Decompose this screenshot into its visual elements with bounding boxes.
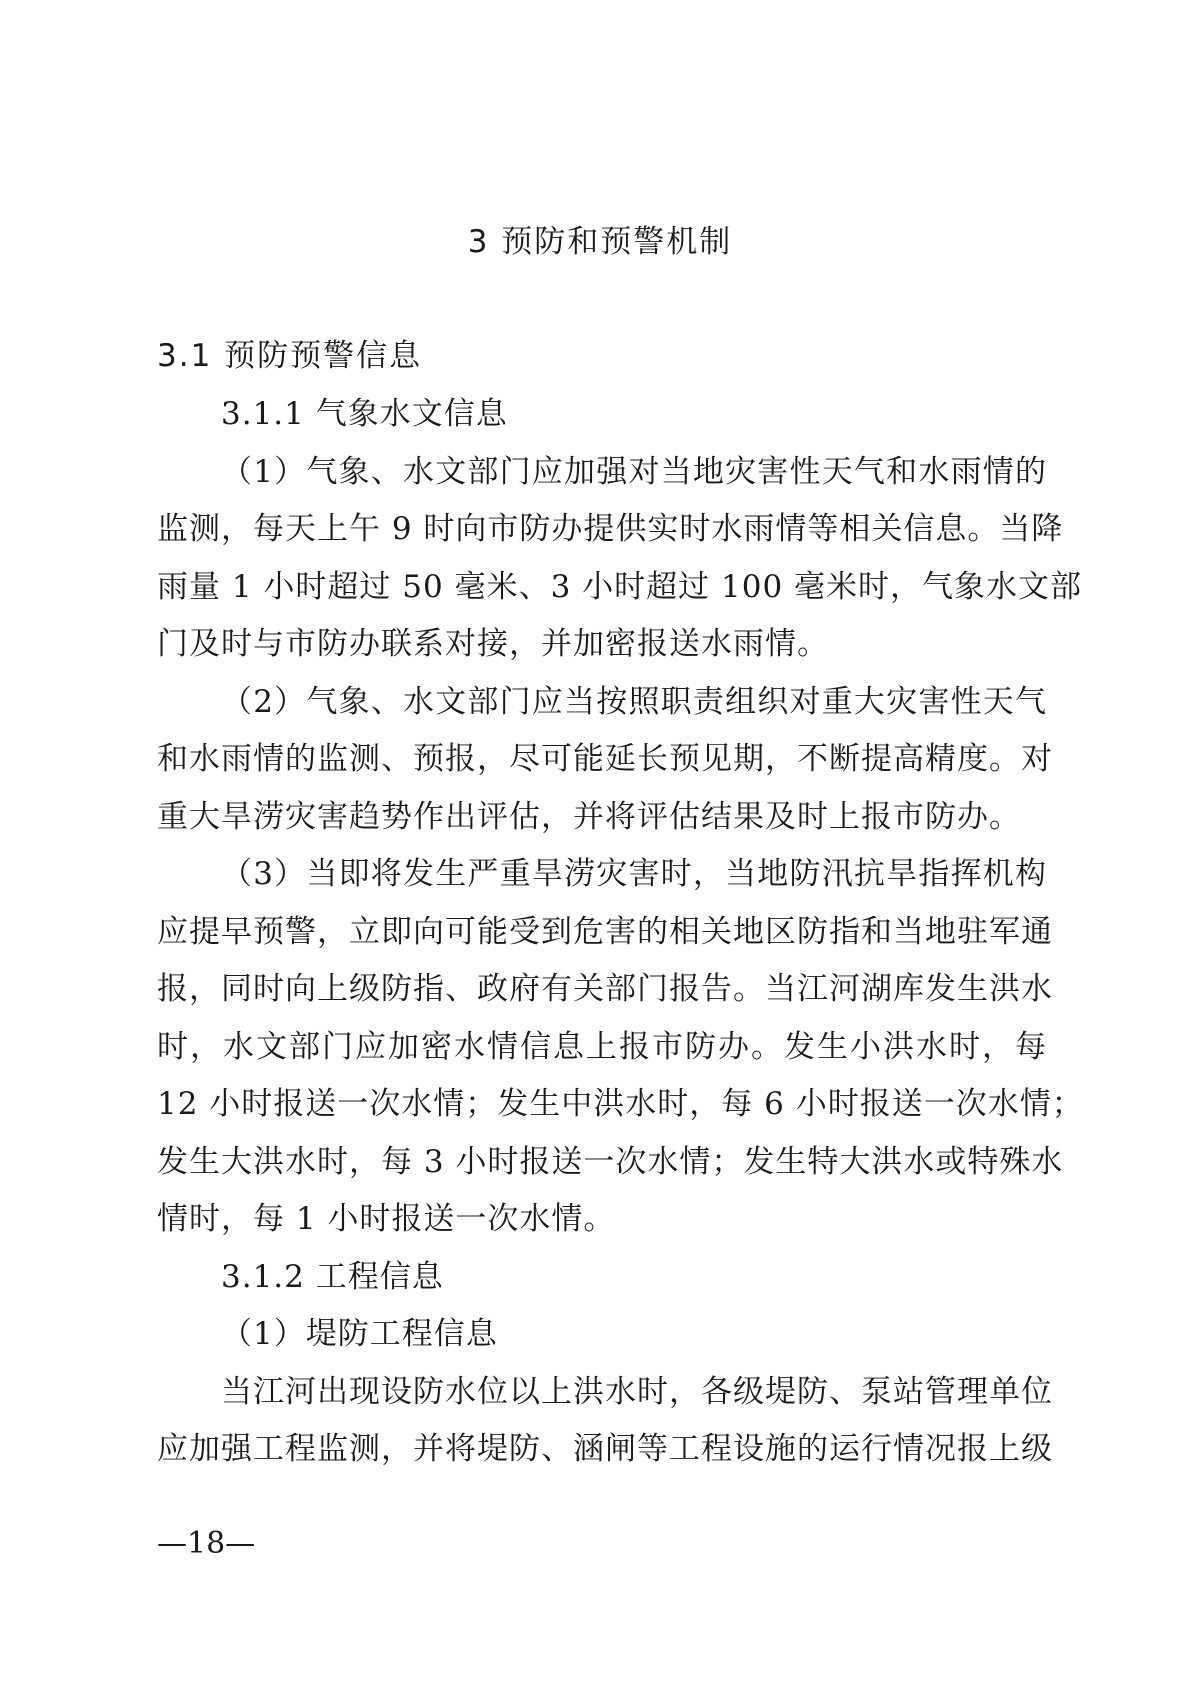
paragraph-line: 重大旱涝灾害趋势作出评估，并将评估结果及时上报市防办。 [157,798,1021,835]
paragraph-line: 雨量 1 小时超过 50 毫米、3 小时超过 100 毫米时，气象水文部 [157,568,1083,605]
paragraph-line: 和水雨情的监测、预报，尽可能延长预见期，不断提高精度。对 [157,741,1053,777]
subsection-heading-weather-hydrology: 3.1.1 气象水文信息 [221,396,508,432]
paragraph-line: 情时，每 1 小时报送一次水情。 [157,1201,616,1237]
paragraph-line: 发生大洪水时，每 3 小时报送一次水情；发生特大洪水或特殊水 [157,1143,1064,1180]
paragraph-3 [157,846,1084,1249]
subsection-heading-engineering: 3.1.2 工程信息 [221,1258,444,1295]
paragraph-line: 监测，每天上午 9 时向市防办提供实时水雨情等相关信息。当降 [157,511,1064,547]
paragraph-line: 应提早预警，立即向可能受到危害的相关地区防指和当地驻军通 [157,913,1053,950]
paragraph-line: （3）当即将发生严重旱涝灾害时，当地防汛抗旱指挥机构 [221,856,1047,892]
item-heading-embankment: （1）堤防工程信息 [221,1316,498,1352]
body-text [157,386,1084,1479]
page-number: —18— [157,1526,256,1561]
paragraph-line: （1）气象、水文部门应加强对当地灾害性天气和水雨情的 [221,453,1047,490]
paragraph-line: 时，水文部门应加密水情信息上报市防办。发生小洪水时，每 [157,1028,1047,1065]
paragraph-line: 门及时与市防办联系对接，并加密报送水雨情。 [157,626,829,662]
paragraph-1 [157,444,1083,674]
paragraph-4 [157,1364,1053,1479]
paragraph-line: （2）气象、水文部门应当按照职责组织对重大灾害性天气 [221,683,1047,720]
paragraph-line: 12 小时报送一次水情；发生中洪水时，每 6 小时报送一次水情； [157,1086,1084,1122]
paragraph-line: 报，同时向上级防指、政府有关部门报告。当江河湖库发生洪水 [157,971,1053,1007]
paragraph-2 [157,674,1053,847]
chapter-title: 3 预防和预警机制 [467,224,733,260]
paragraph-line: 应加强工程监测，并将堤防、涵闸等工程设施的运行情况报上级 [157,1431,1053,1467]
section-heading: 3.1 预防预警信息 [157,338,423,374]
paragraph-line: 当江河出现设防水位以上洪水时，各级堤防、泵站管理单位 [221,1373,1053,1410]
